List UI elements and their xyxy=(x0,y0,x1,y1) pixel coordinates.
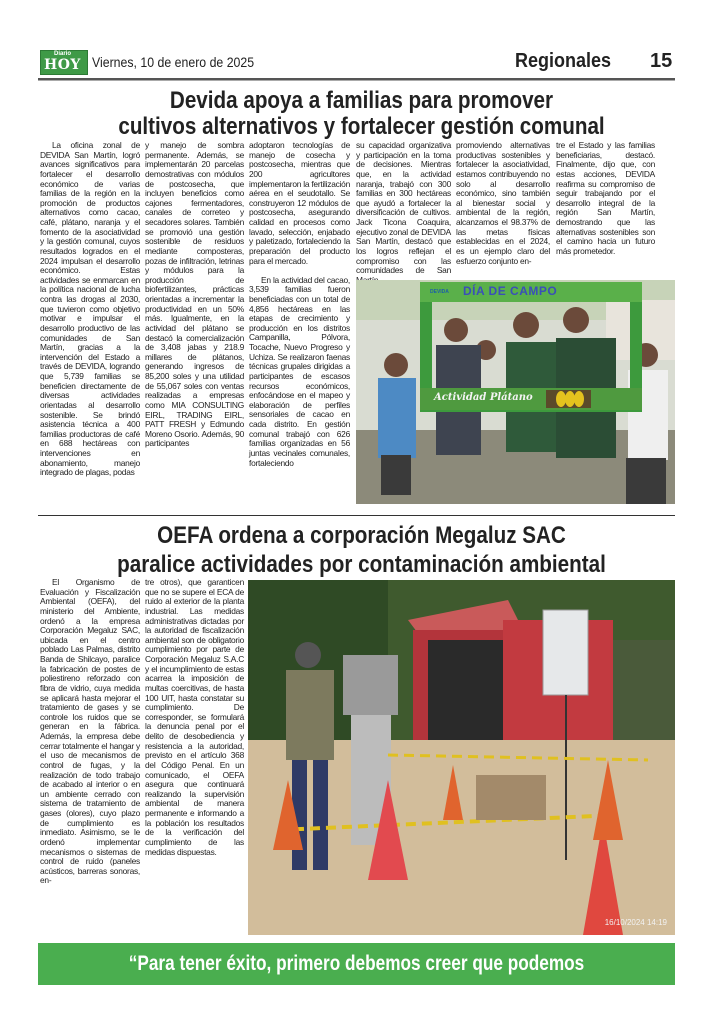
article1-column-5 xyxy=(456,141,550,276)
header-divider xyxy=(38,78,675,81)
article2-headline xyxy=(76,523,646,578)
article1-headline-line1: Devida apoya a familias para promover xyxy=(169,87,554,114)
article1-column-2 xyxy=(145,141,244,507)
article2-column-2 xyxy=(145,578,244,938)
article1-paragraph: En la actividad del cacao, 3,539 familias fueron beneficiadas con un total de 4,856 hectáreas en las etapas de crecimiento y producción en los distritos Campanilla, Pólvora, Tocache, Nuevo Progreso y Uchiza. Se realizaron faenas técnicas grupales dirigidas a participantes de escasos recursos económicos, enfocándose en el mapeo y elaboración de perfiles sensoriales de cacao en cada distrito. En gestión comunal trabajó con 626 familias organizadas en 56 juntas vecinales comunales, fortaleciendo xyxy=(249,274,350,468)
page-number: 15 xyxy=(650,50,673,72)
article1-headline-line2: cultivos alternativos y fortalecer gestión comunal xyxy=(118,113,605,140)
article1-paragraph: y manejo de sombra permanente. Además, se implementarán 20 parcelas demostrativas con módulos de postcosecha, que incluyen beneficios como cajones fermentadores, canales de correteo y secadores solares. También se promovió una gestión sostenible de residuos mediante composteras, pozas de infiltración, letrinas y módulos para la producción de biofertilizantes, prácticas orientadas a incrementar la productividad en un 50% más. Igualmente, en la actividad del plátano se destacó la comercialización de 3,408 jabas y 218.9 millares de plátanos, generando ingresos de 85,200 soles y una utilidad de 55,067 soles con ventas realizadas a empresas como MIA CONSULTING EIRL, TRADING EIRL, PATT FRESH y Edmundo Moreno Osorio. Además, 90 participantes xyxy=(145,140,244,449)
logo-big-text: HOY xyxy=(44,57,81,73)
article2-paragraph: tre otros), que garanticen que no se supere el ECA de ruido al exterior de la planta industrial. Las medidas administrativas dictadas por la autoridad de fiscalización ambiental son de obligatorio cumplimiento por parte de Corporación Megaluz S.A.C y el incumplimiento de estas acarrea la imposición de multas coercitivas, de hasta 100 UIT, hasta constatar su cumplimiento. De corresponder, se formulará la denuncia penal por el delito de desobediencia y resistencia a la autoridad, previsto en el artículo 368 del Código Penal. En un comunicado, el OEFA asegura que continuará realizando la supervisión ambiental de manera permanente e informando a la población los resultados de la verificación del cumplimiento de las medidas dispuestas. xyxy=(145,577,244,857)
article2-headline-line1: OEFA ordena a corporación Megaluz SAC xyxy=(157,522,566,549)
photo-banner-text: DÍA DE CAMPO xyxy=(463,284,558,298)
article1-column-4 xyxy=(356,141,451,276)
article2-photo xyxy=(248,580,675,935)
article-divider xyxy=(38,515,675,516)
article1-headline xyxy=(76,88,646,140)
article1-paragraph: La oficina zonal de DEVIDA San Martín, logró avances significativos para fortalecer el desarrollo económico de varias familias de la región en la promoción de productos alternativos como cacao, café, plátano, naranja y el fomento de la asociatividad y la gestión comunal, cuyos resultados logrados en el 2024 impulsan el desarrollo económico. Estas actividades se enmarcan en la política nacional de lucha contra las drogas al 2030, que tuvieron como objetivo motivar e impulsar el desarrollo productivo de las comunidades de San Martín, gracias a la intervención del Estado a través de DEVIDA, logrando que 5,739 familias se beneficien directamente de diversas actividades orientadas al desarrollo sostenible. Se brindó asistencia técnica a 400 familias productoras de café en 688 hectáreas con intervenciones en abonamiento, manejo integrado de plagas, podas xyxy=(40,140,140,478)
article1-paragraph: adoptaron tecnologías de manejo de cosecha y postcosecha, mientras que 200 agricultores implementaron la fertilización aérea en el seudotallo. Se construyeron 12 módulos de postcosecha, asegurando calidad en procesos como lavado, selección, enjabado y paletizado, fortaleciendo la preparación del producto para el mercado. xyxy=(249,140,350,266)
article1-paragraph: tre el Estado y las familias beneficiarias, destacó. Finalmente, dijo que, con estas acciones, DEVIDA reafirma su compromiso de seguir trabajando por el desarrollo integral de la región San Martín, demostrando que las alternativas sostenibles son el camino hacia un futuro más prometedor. xyxy=(556,140,655,256)
logo-small-text: Diario xyxy=(54,51,72,57)
issue-date: Viernes, 10 de enero de 2025 xyxy=(92,54,255,70)
quote-banner xyxy=(38,943,675,1017)
article1-column-1 xyxy=(40,141,140,507)
article2-column-1 xyxy=(40,578,140,938)
section-title: Regionales xyxy=(515,50,612,72)
quote-text: “Para tener éxito, primero debemos creer que podemos tenerlo” xyxy=(128,952,585,1017)
photo-timestamp: 16/10/2024 14:19 xyxy=(604,918,667,927)
noise-monitoring-photo-illustration xyxy=(248,580,675,935)
photo-frame-logo: DEVIDA xyxy=(430,289,449,295)
photo-frame-caption: Actividad Plátano xyxy=(434,392,533,403)
newspaper-logo xyxy=(40,50,88,75)
article2-paragraph: El Organismo de Evaluación y Fiscalización Ambiental (OEFA), del ministerio del Ambiente, ordenó a la empresa Corporación Megaluz SAC, ubicada en el centro poblado Las Palmas, distrito Banda de Shilcayo, paralice la fabricación de postes de poliestireno reforzado con fibra de vidrio, cuya medida se aplicará hasta mejorar el tratamiento de gases y se controle los ruidos que se generan en la fábrica. Además, la empresa debe cerrar totalmente el hangar y el uso de mecanismos de control de fugas, y la realización de todo trabajo de acabado al interior o en un ambiente cerrado con sistema de tratamiento de gases (olores), cuyo plazo de cumplimiento es inmediato. Asimismo, se le ordenó implementar mecanismos o sistemas de control de ruido (paneles acústicos, barreras sonoras, en- xyxy=(40,577,140,886)
article1-column-3 xyxy=(249,141,350,507)
article1-paragraph: promoviendo alternativas productivas sostenibles y fortalecer la asociatividad, estamos contribuyendo no solo al desarrollo económico, sino también al bienestar social y ambiental de la región, alcanzamos el 98.37% de las metas físicas establecidas en el 2024, es un ejemplo claro del esfuerzo conjunto en- xyxy=(456,140,550,266)
article1-paragraph: su capacidad organizativa y participación en la toma de decisiones. Mientras que, en la actividad naranja, trabajó con 300 familias en 300 hectáreas que ayudó a fortalecer la diversificación de cultivos. Jack Ticona Coaquira, ejecutivo zonal de DEVIDA San Martín, destacó que los logros reflejan el compromiso con las comunidades de San xyxy=(356,140,451,276)
article1-column-6 xyxy=(556,141,655,276)
article1-photo xyxy=(356,280,675,504)
article2-headline-line2: paralice actividades por contaminación ambiental xyxy=(117,551,606,578)
